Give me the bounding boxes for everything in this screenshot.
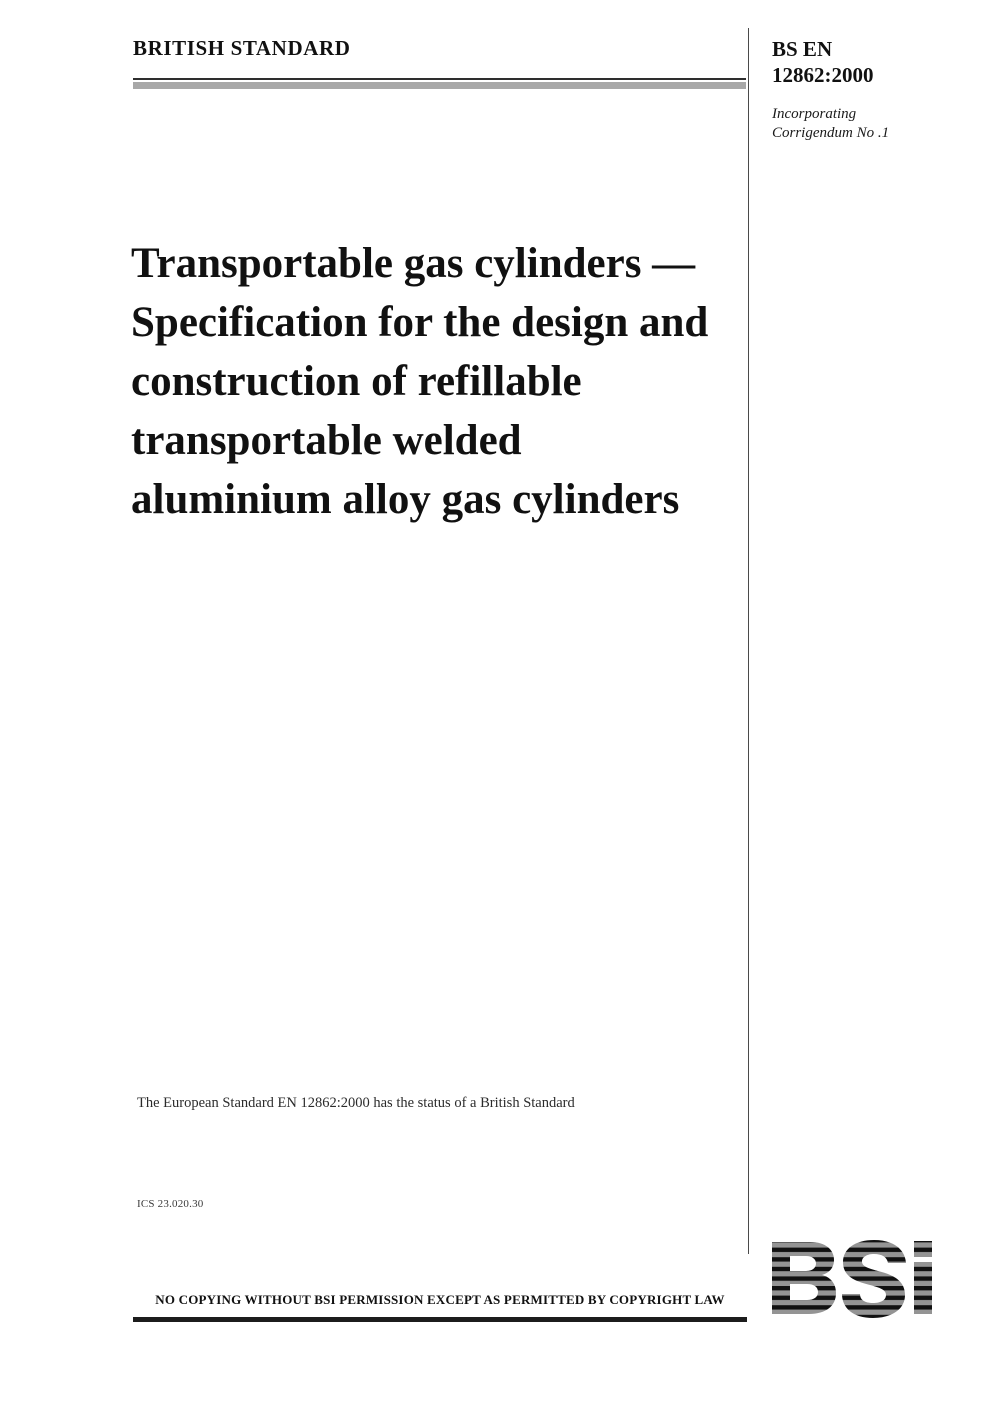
header-rule-grey	[133, 82, 746, 89]
incorporating-note	[772, 105, 972, 143]
standard-status-note: The European Standard EN 12862:2000 has the status of a British Standard	[137, 1095, 575, 1111]
standard-number-line-1: BS EN	[772, 37, 833, 61]
incorporating-line-1: Incorporating	[772, 106, 857, 122]
bsi-logo	[770, 1238, 945, 1330]
standard-number-line-2: 12862:2000	[772, 63, 874, 87]
standard-number	[772, 36, 972, 88]
copyright-notice: NO COPYING WITHOUT BSI PERMISSION EXCEPT AS PERMITTED BY COPYRIGHT LAW	[155, 1292, 725, 1307]
incorporating-line-2: Corrigendum No .1	[772, 125, 890, 141]
ics-code: ICS 23.020.30	[137, 1198, 204, 1210]
page-title: Transportable gas cylinders — Specification for the design and construction of refillable transportable welded aluminium alloy gas cylinders	[131, 239, 709, 523]
footer-rule	[133, 1317, 747, 1322]
page-header-label: BRITISH STANDARD	[133, 36, 351, 60]
header-rule-group	[133, 78, 746, 89]
vertical-divider	[748, 28, 749, 1254]
